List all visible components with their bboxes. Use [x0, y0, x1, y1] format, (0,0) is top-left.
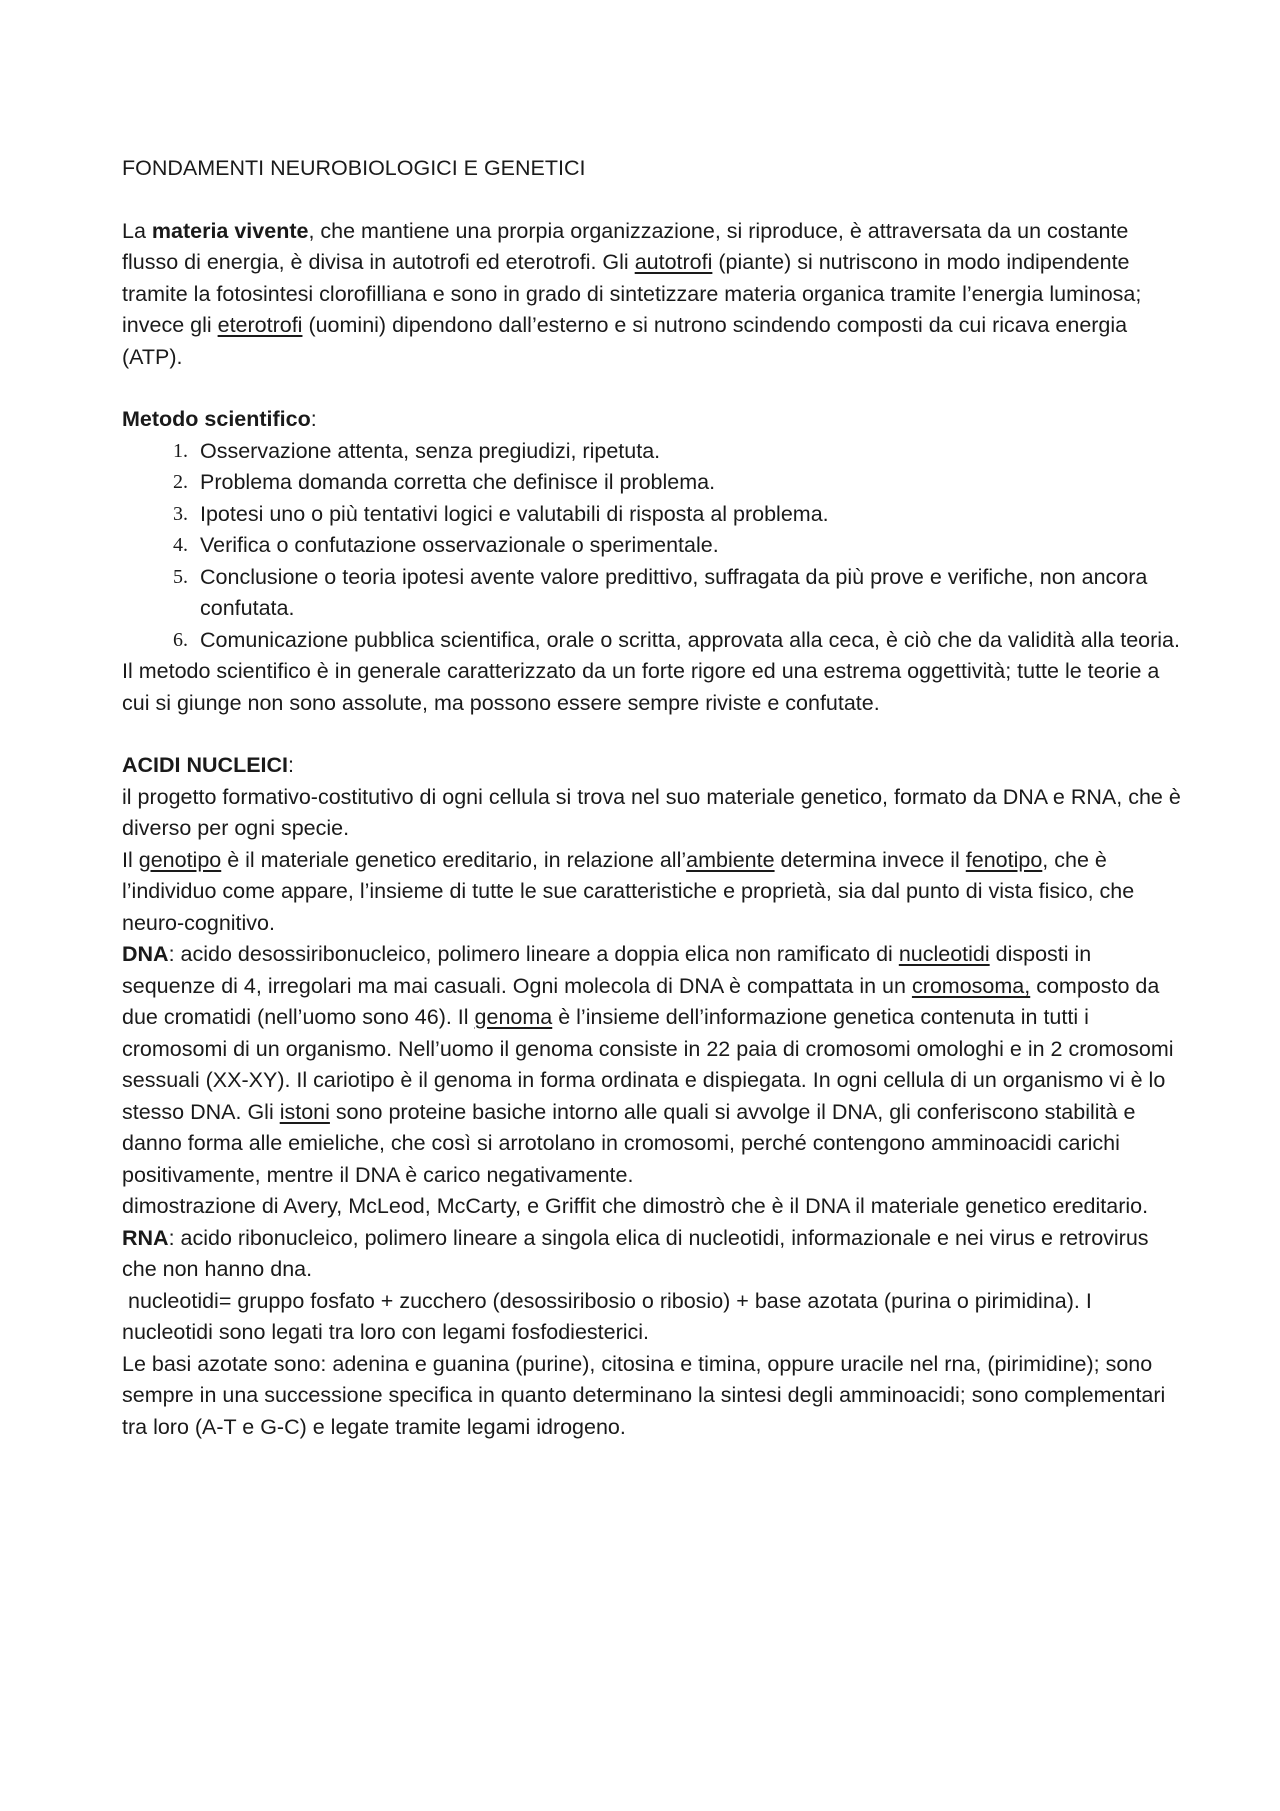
- dna-paragraph: DNA: acido desossiribonucleico, polimero lineare a doppia elica non ramificato di nucleotidi disposti in sequenze di 4, irregolari ma mai casuali. Ogni molecola di DNA è compattata in un cromosoma, composto da due cromatidi (nell’uomo sono 46). Il genoma è l’insieme dell’informazione genetica contenuta in tutti i cromosomi di un organismo. Nell’uomo il genoma consiste in 22 paia di cromosomi omologhi e in 2 cromosomi sessuali (XX-XY). Il cariotipo è il genoma in forma ordinata e dispiegata. In ogni cellula di un organismo vi è lo stesso DNA. Gli istoni sono proteine basiche intorno alle quali si avvolge il DNA, gli conferiscono stabilità e danno forma alle emieliche, che così si arrotolano in cromosomi, perché contengono amminoacidi carichi positivamente, mentre il DNA è carico negativamente.: [122, 942, 1174, 1187]
- list-item: 6. Comunicazione pubblica scientifica, orale o scritta, approvata alla ceca, è ciò che da validità alla teoria.: [173, 627, 1180, 652]
- avery-paragraph: dimostrazione di Avery, McLeod, McCarty, e Griffit che dimostrò che è il DNA il materiale genetico ereditario.: [122, 1194, 1149, 1218]
- list-item: 1. Osservazione attenta, senza pregiudizi, ripetuta.: [173, 438, 661, 463]
- term-fenotipo: fenotipo: [965, 847, 1043, 872]
- acids-paragraph-1: il progetto formativo-costitutivo di ogni cellula si trova nel suo materiale genetico, formato da DNA e RNA, che è diverso per ogni specie.: [122, 784, 1181, 840]
- term-autotrofi: autotrofi: [634, 250, 713, 274]
- rna-paragraph: RNA: acido ribonucleico, polimero lineare a singola elica di nucleotidi, informazionale e nei virus e retrovirus che non hanno dna.: [122, 1225, 1149, 1281]
- intro-paragraph: La materia vivente, che mantiene una prorpia organizzazione, si riproduce, è attraversata da un costante flusso di energia, è divisa in autotrofi ed eterotrofi. Gli autotrofi (piante) si nutriscono in modo indipendente tramite la fotosintesi clorofilliana e sono in grado di sintetizzare materia organica tramite l’energia luminosa; invece gli eterotrofi (uomini) dipendono dall’esterno e si nutrono scindendo composti da cui ricava energia (ATP).: [122, 218, 1142, 369]
- genotype-paragraph: Il genotipo è il materiale genetico ereditario, in relazione all’ambiente determina invece il fenotipo, che è l’individuo come appare, l’insieme di tutte le sue caratteristiche e proprietà, sia dal punto di vista fisico, che neuro-cognitivo.: [122, 847, 1135, 935]
- bases-paragraph: Le basi azotate sono: adenina e guanina (purine), citosina e timina, oppure uracile nel rna, (pirimidine); sono sempre in una successione specifica in quanto determinano la sintesi degli amminoacidi; sono complementari tra loro (A-T e G-C) e legate tramite legami idrogeno.: [122, 1351, 1166, 1439]
- nucleotides-paragraph: nucleotidi= gruppo fosfato + zucchero (desossiribosio o ribosio) + base azotata (purina o pirimidina). I nucleotidi sono legati tra loro con legami fosfodiesterici.: [122, 1288, 1098, 1344]
- method-summary: Il metodo scientifico è in generale caratterizzato da un forte rigore ed una estrema oggettività; tutte le teorie a cui si giunge non sono assolute, ma possono essere sempre riviste e confutate.: [122, 659, 1160, 715]
- list-item: 4. Verifica o confutazione osservazionale o sperimentale.: [173, 533, 719, 557]
- term-rna: RNA: [122, 1225, 169, 1250]
- term-materia-vivente: materia vivente: [151, 218, 309, 243]
- term-dna: DNA: [122, 942, 169, 966]
- method-heading: Metodo scientifico:: [122, 407, 317, 431]
- method-steps-list: [122, 436, 1182, 657]
- list-item: 2. Problema domanda corretta che definisce il problema.: [173, 470, 716, 494]
- term-cromosoma: cromosoma,: [911, 973, 1031, 998]
- document-title: FONDAMENTI NEUROBIOLOGICI E GENETICI: [122, 156, 586, 180]
- acids-heading: ACIDI NUCLEICI:: [122, 753, 295, 777]
- document-page: [122, 153, 1182, 1443]
- list-item: 3. Ipotesi uno o più tentativi logici e valutabili di risposta al problema.: [173, 501, 829, 526]
- list-item: 5. Conclusione o teoria ipotesi avente valore predittivo, suffragata da più prove e verifiche, non ancora confutata.: [173, 564, 1148, 620]
- term-ambiente: ambiente: [686, 847, 775, 872]
- term-nucleotidi: nucleotidi: [898, 942, 990, 966]
- term-eterotrofi: eterotrofi: [217, 313, 303, 337]
- term-genotipo: genotipo: [138, 847, 222, 872]
- term-genoma: genoma: [474, 1005, 553, 1029]
- term-istoni: istoni: [279, 1099, 330, 1124]
